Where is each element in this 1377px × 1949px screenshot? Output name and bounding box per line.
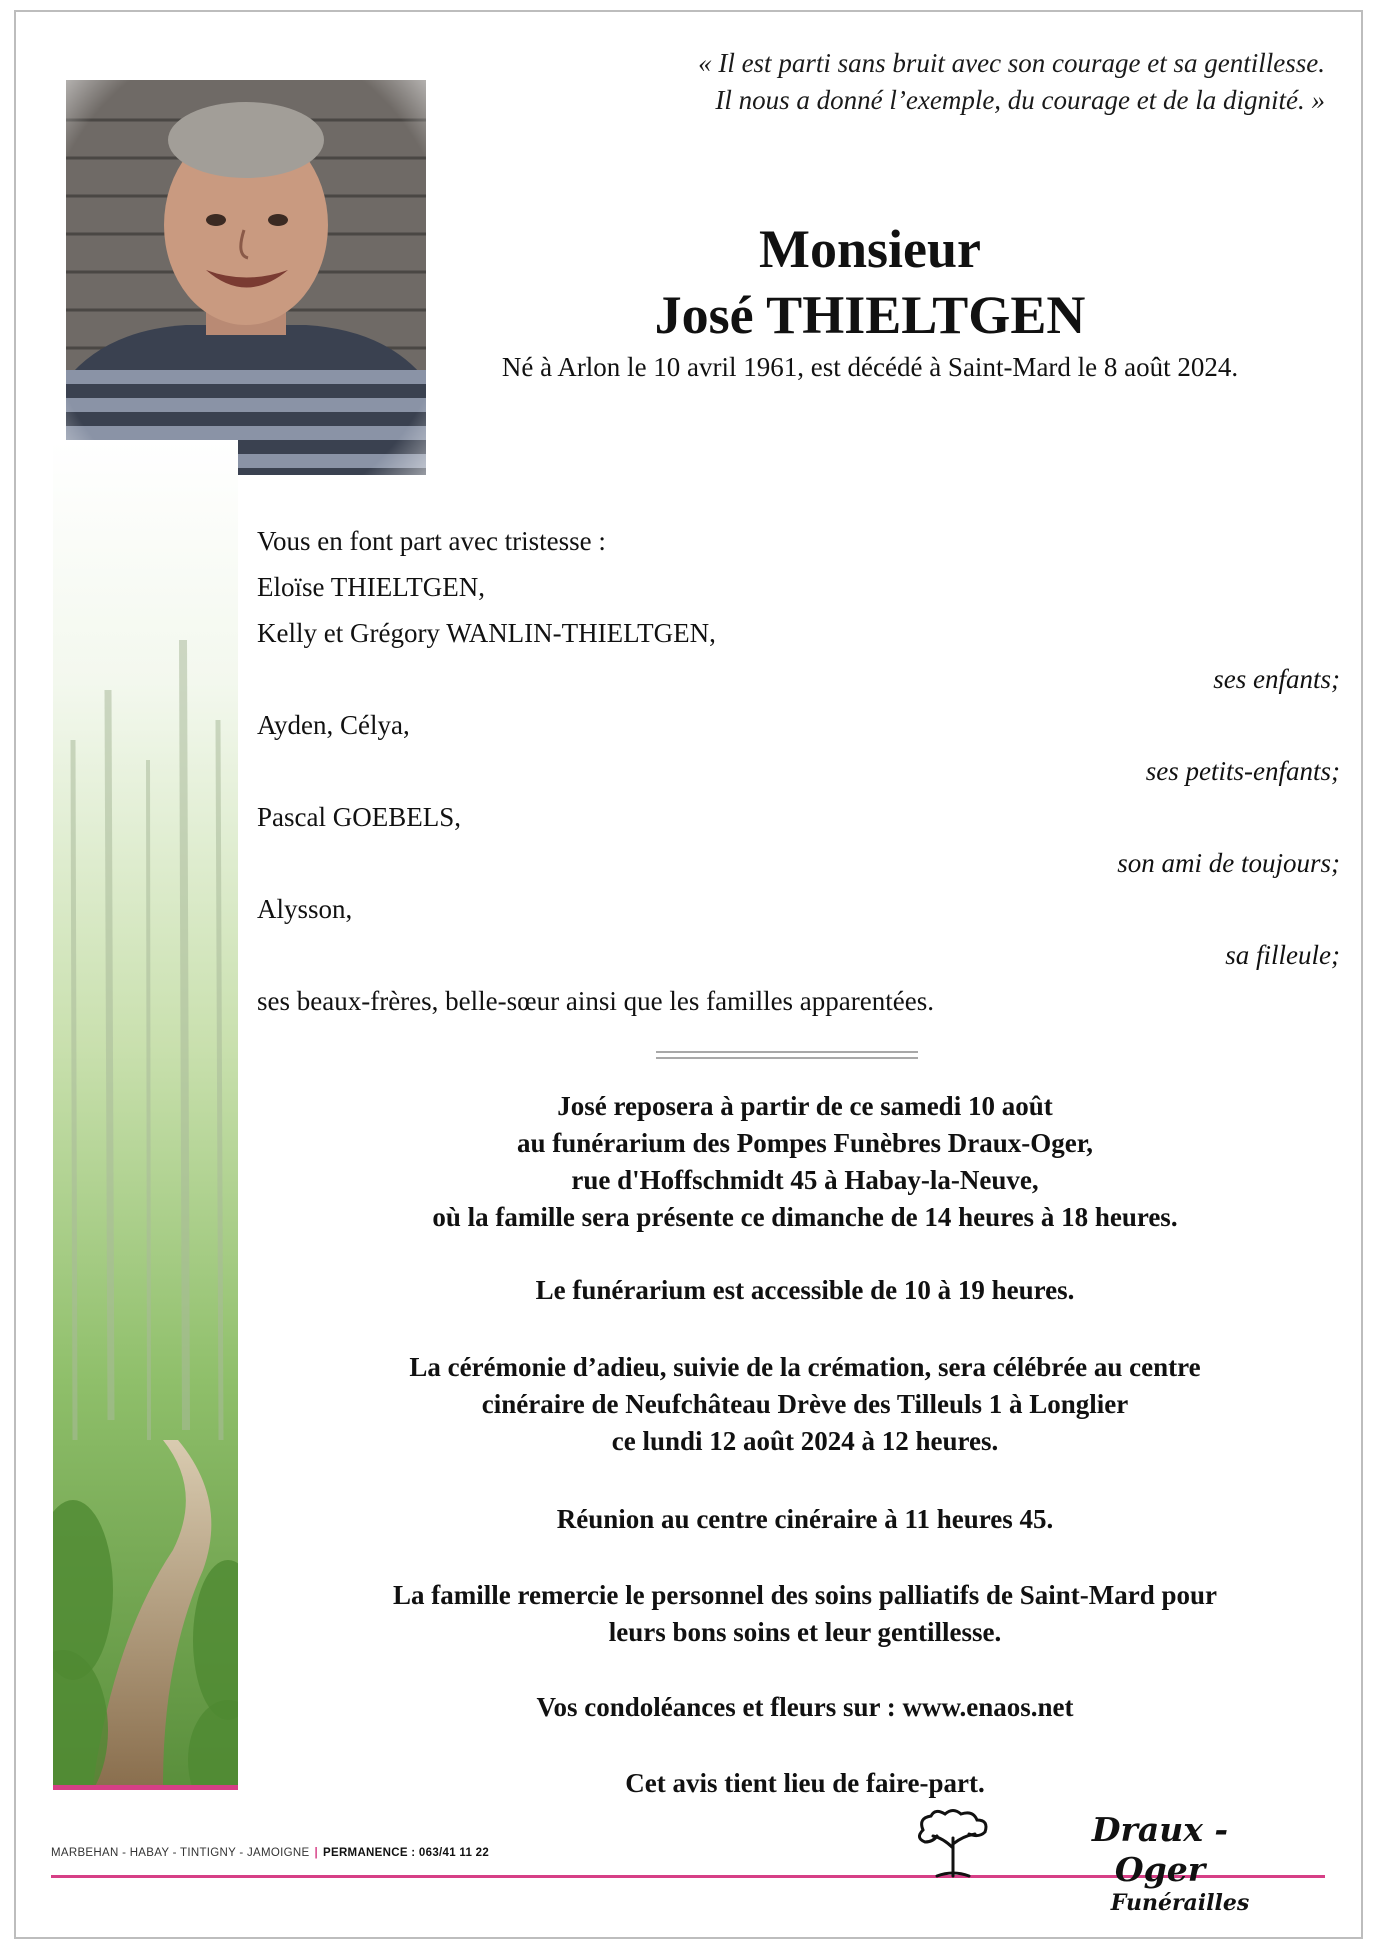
brand-subtitle: Funérailles (1110, 1890, 1250, 1916)
relation-label: sa filleule; (1225, 940, 1340, 970)
forest-accent-bar (53, 1785, 238, 1790)
brand-name: Draux - Oger (1091, 1810, 1229, 1889)
footer-separator: | (314, 1847, 319, 1859)
info-line: leurs bons soins et leur gentillesse. (608, 1617, 1002, 1647)
family-list (257, 518, 1340, 1024)
info-line: rue d'Hoffschmidt 45 à Habay-la-Neuve, (571, 1165, 1039, 1195)
family-member: Pascal GOEBELS, (257, 802, 461, 832)
info-line: La cérémonie d’adieu, suivie de la crémation, sera célébrée au centre (409, 1352, 1201, 1382)
relation-label: son ami de toujours; (1117, 848, 1340, 878)
relation-label: ses enfants; (1213, 664, 1340, 694)
meeting-info: Réunion au centre cinéraire à 11 heures 45. (556, 1504, 1054, 1534)
info-line: au funérarium des Pompes Funèbres Draux-Oger, (517, 1128, 1093, 1158)
family-intro: Vous en font part avec tristesse : (257, 526, 606, 556)
honorific: Monsieur (759, 219, 981, 279)
family-member: Eloïse THIELTGEN, (257, 572, 485, 602)
section-divider (656, 1051, 918, 1059)
access-hours: Le funérarium est accessible de 10 à 19 heures. (535, 1275, 1075, 1305)
brand-logo (1050, 1810, 1270, 1916)
family-member: Kelly et Grégory WANLIN-THIELTGEN, (257, 618, 716, 648)
epitaph-quote (425, 45, 1325, 119)
footer-locations: MARBEHAN - HABAY - TINTIGNY - JAMOIGNE (51, 1847, 310, 1859)
family-member: Alysson, (257, 894, 353, 924)
condolences-link: Vos condoléances et fleurs sur : www.enaos.net (536, 1692, 1074, 1722)
portrait-illustration (66, 80, 426, 475)
thanks-block (275, 1577, 1335, 1651)
ceremony-block (275, 1349, 1335, 1460)
info-line: ce lundi 12 août 2024 à 12 heures. (611, 1426, 999, 1456)
tree-logo-icon (903, 1808, 1003, 1883)
footer-contact (51, 1847, 489, 1859)
info-line: José reposera à partir de ce samedi 10 août (557, 1091, 1053, 1121)
forest-illustration (53, 440, 238, 1785)
portrait-photo (66, 80, 426, 475)
family-others: ses beaux-frères, belle-sœur ainsi que les familles apparentées. (257, 986, 934, 1016)
birth-death-line: Né à Arlon le 10 avril 1961, est décédé à Saint-Mard le 8 août 2024. (501, 352, 1239, 382)
visitation-block (275, 1088, 1335, 1236)
info-line: où la famille sera présente ce dimanche de 14 heures à 18 heures. (432, 1202, 1178, 1232)
footer-permanence: PERMANENCE : 063/41 11 22 (323, 1847, 490, 1859)
deceased-name: José THIELTGEN (654, 285, 1086, 345)
relation-label: ses petits-enfants; (1145, 756, 1340, 786)
notice-line: Cet avis tient lieu de faire-part. (625, 1768, 985, 1798)
forest-path-image (53, 440, 238, 1785)
quote-line-1: « Il est parti sans bruit avec son courage et sa gentillesse. (698, 48, 1325, 78)
family-member: Ayden, Célya, (257, 710, 410, 740)
quote-line-2: Il nous a donné l’exemple, du courage et de la dignité. » (715, 85, 1325, 115)
info-line: La famille remercie le personnel des soins palliatifs de Saint-Mard pour (393, 1580, 1217, 1610)
info-line: cinéraire de Neufchâteau Drève des Tilleuls 1 à Longlier (481, 1389, 1129, 1419)
